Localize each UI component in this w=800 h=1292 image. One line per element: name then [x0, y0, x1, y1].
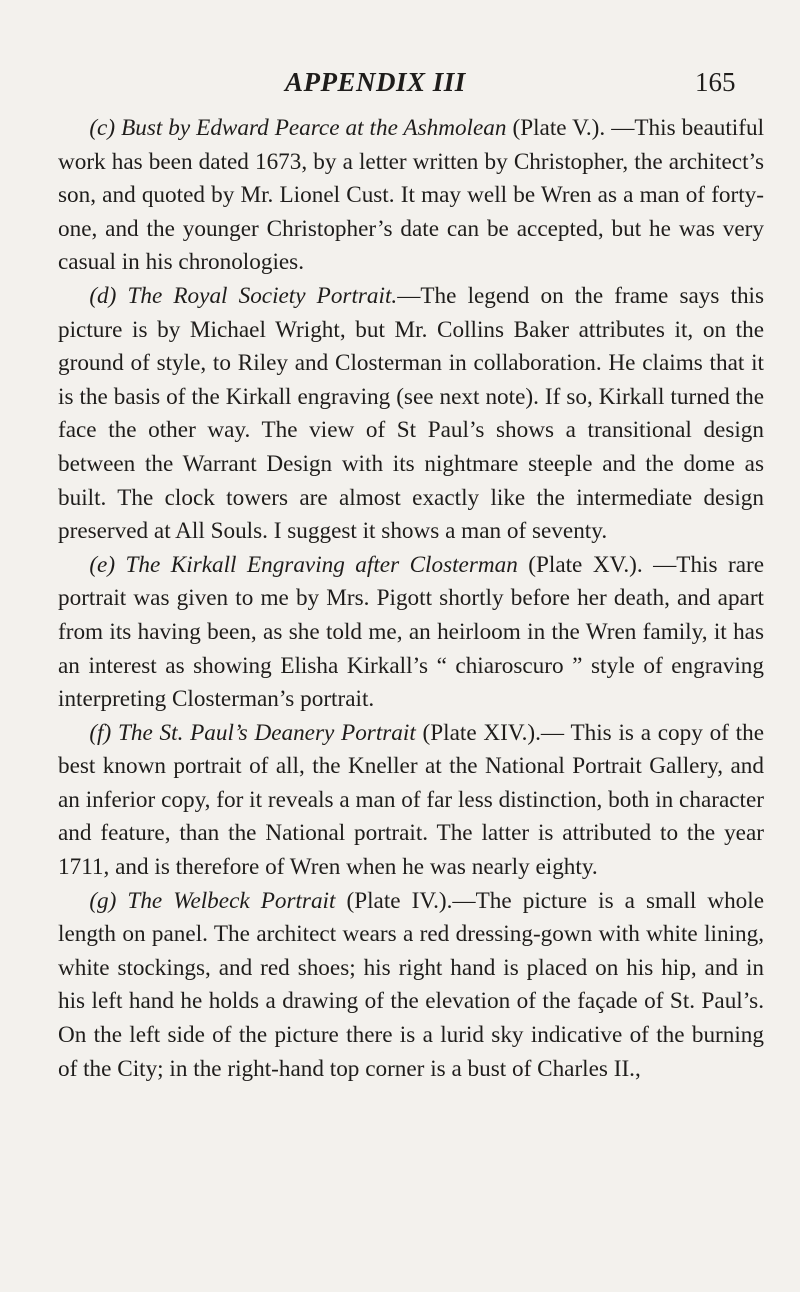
paragraph-title: The Welbeck Portrait	[127, 887, 336, 914]
running-title: APPENDIX III	[285, 67, 466, 97]
page-number: 165	[695, 67, 736, 97]
paragraph-title: Bust by Edward Pearce at the Ashmolean	[121, 115, 507, 141]
paragraph-g	[58, 885, 764, 1087]
paragraph-text: —The legend on the frame says this picture is by Michael Wright, but Mr. Collins Baker attributes it, on the ground of style, to Riley and Closterman in collaboration. He claims that it is the basis of the Kirkall engraving (see next note). If so, Kirkall turned the face the other way. The view of St Paul’s shows a transitional design between the Warrant Design with its nightmare steeple and the dome as built. The clock towers are almost exactly like the intermediate design preserved at All Souls. I suggest it shows a man of seventy.	[58, 282, 764, 545]
paragraph-label: (c)	[89, 115, 116, 141]
body-text	[58, 112, 764, 1086]
paragraph-text: (Plate XV.). —This rare portrait was given to me by Mrs. Pigott shortly before her death, and apart from its having been, as she told me, an heirloom in the Wren family, it has an interest as showing Elisha Kirkall’s “ chiaroscuro ” style of engraving interpreting Closterman’s portrait.	[58, 551, 765, 713]
paragraph-c	[58, 112, 764, 280]
paragraph-label: (d)	[89, 282, 117, 309]
paragraph-title: The St. Paul’s Deanery Portrait	[117, 719, 416, 746]
paragraph-label: (f)	[89, 719, 112, 746]
paragraph-f	[58, 717, 764, 885]
paragraph-title: The Royal Society Portrait.	[127, 282, 398, 309]
paragraph-d	[58, 280, 764, 549]
paragraph-title: The Kirkall Engraving after Closterman	[125, 551, 518, 578]
paragraph-e	[58, 549, 764, 717]
paragraph-label: (g)	[89, 887, 117, 914]
paragraph-text: (Plate IV.).—The picture is a small whole length on panel. The architect wears a red dressing-gown with white lining, white stockings, and red shoes; his right hand is placed on his hip, and in his left hand he holds a drawing of the elevation of the façade of St. Paul’s. On the left side of the picture there is a lurid sky indicative of the burning of the City; in the right-hand top corner is a bust of Charles II.,	[58, 887, 764, 1082]
paragraph-text: (Plate XIV.).— This is a copy of the best known portrait of all, the Kneller at the National Portrait Gallery, and an inferior copy, for it reveals a man of far less distinction, both in character and feature, than the National portrait. The latter is attributed to the year 1711, and is therefore of Wren when he was nearly eighty.	[58, 719, 765, 881]
running-head	[0, 62, 800, 102]
paragraph-text: (Plate V.). —This beautiful work has been dated 1673, by a letter written by Christopher, the architect’s son, and quoted by Mr. Lionel Cust. It may well be Wren as a man of forty-one, and the younger Christopher’s date can be accepted, but he was very casual in his chronologies.	[58, 115, 765, 276]
paragraph-label: (e)	[89, 551, 116, 578]
